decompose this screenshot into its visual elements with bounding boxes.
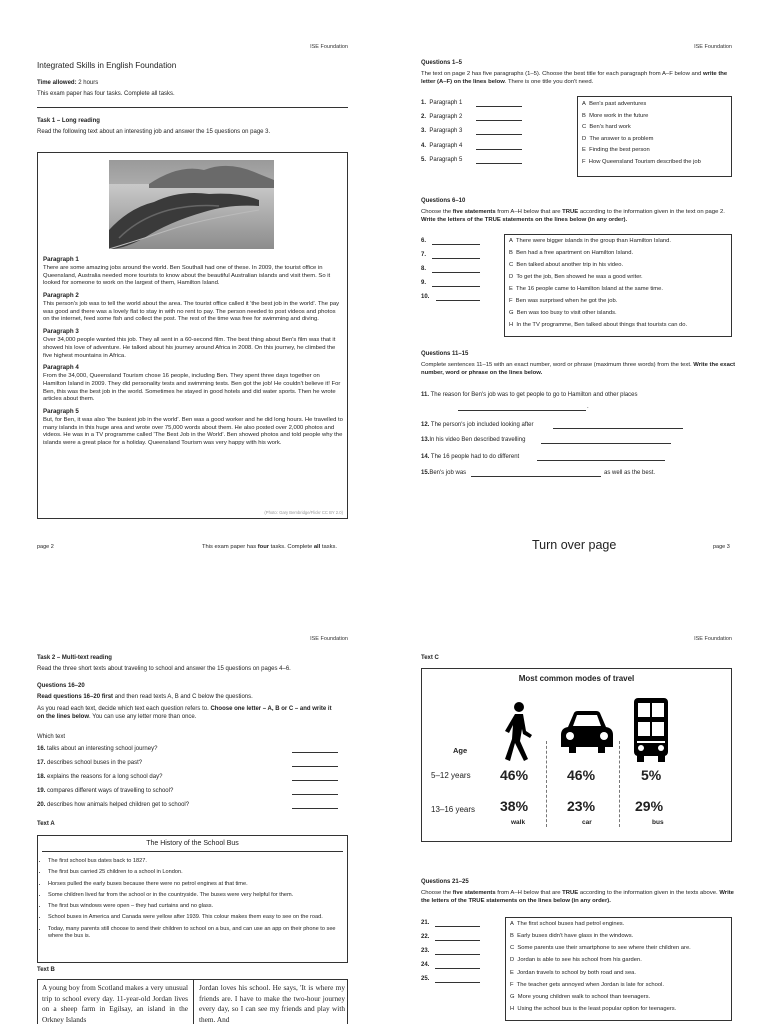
paragraph-1-text: There are some amazing jobs around the world. Ben Southall had one of these. In 2009, the tourist office in Queensland, Australia needed more tourists to know about the beautiful Australian islands and visit them. So it looked for someone to work on the largest of them, Hamilton Island.: [43, 265, 331, 287]
bus-icon: [633, 697, 669, 763]
statement-h: H Using the school bus is the least popular option for teenagers.: [510, 1005, 677, 1012]
age-label: Age: [453, 746, 468, 755]
statement-d: D Jordan is able to see his school from his garden.: [510, 957, 642, 964]
question-22: 22.: [421, 934, 430, 940]
bus-label: bus: [652, 819, 664, 826]
statement-b: B Ben had a free apartment on Hamilton Island.: [509, 250, 634, 257]
bus-13-16-value: 29%: [635, 798, 664, 814]
photo-credit: (Photo: Gary Bembridge/Flickr CC BY 2.0): [264, 509, 343, 515]
separator-1: [546, 741, 547, 827]
questions-6-10-instruction: Choose the five statements from A–H below that are TRUE according to the information given in the text on page 2. Write the letters of the TRUE statements on the lines below (in any order).: [421, 209, 725, 223]
island-photo: [109, 160, 274, 249]
task-title: Task 2 – Multi-text reading: [37, 655, 112, 661]
question-4: 4. Paragraph 4: [421, 143, 463, 149]
paragraph-3-text: Over 34,000 people wanted this job. They all sent in a 60-second film. The best thing about Ben's film was that it showed his love of adventure. He talked about his journey around Africa in 2008. On this journey, he climbed the five highest mountains in Africa.: [43, 337, 336, 359]
answer-line-1[interactable]: [476, 100, 522, 107]
question-3: 3. Paragraph 3: [421, 128, 463, 134]
paragraph-2-text: This person's job was to tell the world about the area. The tourist office called it 'the best job in the world'. The pay was good and there was a lovely flat to stay in with no rent to pay. The person needed to post videos and photos on the internet, feed some fish and collect the post. The rest of the time was free for swimming and diving.: [43, 301, 340, 323]
page-header: ISE Foundation: [694, 44, 732, 50]
age-row-1: 5–12 years: [431, 771, 471, 780]
question-15: 15.Ben's job was: [421, 470, 467, 476]
text-a-bullet-1: • The first school bus dates back to 1827.: [48, 858, 337, 865]
text-a-box: [37, 835, 348, 963]
answer-line-6[interactable]: [432, 238, 480, 245]
answer-line-25[interactable]: [435, 976, 480, 983]
question-15-tail: as well as the best.: [604, 470, 656, 476]
option-a: A Ben's past adventures: [582, 101, 647, 107]
time-label: Time allowed:: [37, 80, 77, 86]
statement-f: F Ben was surprised when he got the job.: [509, 298, 618, 305]
question-1: 1. Paragraph 1: [421, 100, 463, 106]
answer-line-9[interactable]: [432, 280, 480, 287]
answer-line-12[interactable]: [553, 422, 683, 429]
paragraph-4-text: From the 34,000, Queensland Tourism chose 16 people, including Ben. They spent three days together on Hamilton Island in 2009. They did personality tests and swimming tests. Ben got the job! He couldn't believe it! For Ben, this was the best job in the world. Sometimes he stayed in good hotels and did water sports. Then he wrote articles about them.: [43, 373, 341, 403]
question-10: 10.: [421, 294, 430, 300]
question-20: 20. describes how animals helped children get to school?: [37, 802, 190, 808]
paragraph-3-heading: Paragraph 3: [43, 328, 79, 336]
answer-line-2[interactable]: [476, 114, 522, 121]
text-b-column-2: Jordan loves his school. He says, 'It is where my friends are. I have to make the two-hour journey every day, so I can see my friends and play with them. And: [199, 983, 345, 1024]
option-d: D The answer to a problem: [582, 135, 654, 142]
answer-line-4[interactable]: [476, 143, 522, 150]
text-a-bullet-7: • Today, many parents still choose to send their children to school on a bus, and can use an app on their phone to see where the bus is.: [48, 926, 337, 941]
question-14: 14. The 16 people had to do different: [421, 454, 520, 460]
statement-a: A There were bigger islands in the group than Hamilton Island.: [509, 238, 671, 244]
paragraph-4-heading: Paragraph 4: [43, 364, 79, 372]
question-2: 2. Paragraph 2: [421, 114, 463, 120]
reading-text-box: [37, 152, 348, 519]
question-8: 8.: [421, 266, 427, 272]
answer-line-23[interactable]: [435, 948, 480, 955]
task-instruction: Read the following text about an interesting job and answer the 15 questions on page 3.: [37, 129, 271, 135]
questions-1-5-title: Questions 1–5: [421, 60, 463, 66]
answer-line-5[interactable]: [476, 157, 522, 164]
question-21: 21.: [421, 920, 430, 926]
answer-line-22[interactable]: [435, 934, 480, 941]
question-7: 7.: [421, 252, 427, 258]
car-icon: [560, 709, 614, 757]
question-9: 9.: [421, 280, 427, 286]
answer-line-10[interactable]: [436, 294, 480, 301]
bus-5-12-value: 5%: [641, 767, 662, 783]
question-25: 25.: [421, 976, 430, 982]
age-row-2: 13–16 years: [431, 805, 476, 814]
statement-h: H In the TV programme, Ben talked about things that tourists can do.: [509, 322, 688, 329]
time-allowed: [37, 80, 98, 88]
answer-line-8[interactable]: [432, 266, 480, 273]
text-a-bullet-3: • Horses pulled the early buses because there were no petrol engines at that time.: [48, 881, 337, 888]
questions-21-25-title: Questions 21–25: [421, 879, 469, 885]
text-b-column-1: A young boy from Scotland makes a very unusual trip to school every day. 11-year-old Jordan lives on a sheep farm in Egilsay, an island in the Orkney Islands: [42, 983, 188, 1024]
car-label: car: [582, 819, 592, 826]
statements-box-21-25: [505, 917, 732, 1021]
text-b-box: [37, 979, 348, 1024]
divider: [37, 107, 348, 108]
exam-page-5: [384, 620, 768, 1024]
question-24: 24.: [421, 962, 430, 968]
statement-e: E The 16 people came to Hamilton Island at the same time.: [509, 286, 663, 293]
task-title: Task 1 – Long reading: [37, 118, 100, 124]
statement-c: C Ben talked about another trip in his video.: [509, 262, 624, 269]
page-gap: [0, 568, 768, 620]
answer-line-17[interactable]: [292, 760, 338, 767]
walk-5-12-value: 46%: [500, 767, 529, 783]
option-f: F How Queensland Tourism described the job: [582, 158, 701, 165]
paragraph-1-heading: Paragraph 1: [43, 256, 79, 263]
statement-g: G Ben was too busy to visit other islands.: [509, 310, 617, 317]
text-c-label: Text C: [421, 655, 439, 661]
answer-line-11[interactable]: [458, 404, 586, 411]
exam-title: Integrated Skills in English Foundation: [37, 61, 177, 70]
walk-13-16-value: 38%: [500, 798, 529, 814]
question-16: 16. talks about an interesting school journey?: [37, 746, 158, 752]
exam-page-2: [0, 0, 384, 568]
answer-line-21[interactable]: [435, 920, 480, 927]
statements-box: [504, 234, 732, 337]
text-a-bullet-4: • Some children lived far from the school or in the countryside. The buses were very helpful for them.: [48, 892, 337, 899]
answer-line-7[interactable]: [432, 252, 480, 259]
car-13-16-value: 23%: [567, 798, 596, 814]
text-a-title: The History of the School Bus: [42, 836, 343, 852]
question-23: 23.: [421, 948, 430, 954]
paragraph-list: [43, 253, 343, 452]
statement-a: A The first school buses had petrol engines.: [510, 921, 625, 927]
page-number: page 2: [37, 544, 54, 550]
questions-16-20-title: Questions 16–20: [37, 683, 85, 689]
questions-11-15-title: Questions 11–15: [421, 351, 469, 357]
task-instruction: Read the three short texts about traveling to school and answer the 15 questions on pages 4–6.: [37, 666, 291, 672]
page-number: page 3: [713, 544, 730, 550]
questions-11-15-instruction: Complete sentences 11–15 with an exact number, word or phrase (maximum three words) from the text. Write the exact number, word or phrase on the lines below.: [421, 362, 736, 376]
infographic-title: Most common modes of travel: [518, 674, 635, 683]
option-c: C Ben's hard work: [582, 124, 631, 131]
answer-line-18[interactable]: [292, 774, 338, 781]
answer-line-19[interactable]: [292, 788, 338, 795]
question-6: 6.: [421, 238, 427, 244]
page-header: ISE Foundation: [310, 636, 348, 642]
statement-e: E Jordan travels to school by both road and sea.: [510, 969, 637, 976]
statement-b: B Early buses didn't have glass in the windows.: [510, 933, 634, 940]
tasks-note: This exam paper has four tasks. Complete all tasks.: [37, 91, 175, 97]
car-5-12-value: 46%: [567, 767, 596, 783]
questions-16-20-subtitle: Read questions 16–20 first and then read texts A, B and C below the questions.: [37, 694, 253, 700]
question-5: 5. Paragraph 5: [421, 157, 463, 163]
question-12: 12. The person's job included looking after: [421, 422, 534, 428]
questions-1-5-instruction: The text on page 2 has five paragraphs (1–5). Choose the best title for each paragraph from A–F below and write the letter (A–F) on the lines below. There is one title you don't need.: [421, 71, 728, 85]
text-a-bullet-5: • The first bus windows were open – they had curtains and no glass.: [48, 903, 337, 910]
question-19: 19. compares different ways of travelling to school?: [37, 788, 174, 794]
answer-line-13[interactable]: [541, 437, 671, 444]
which-text-label: Which text: [37, 734, 66, 740]
text-a-bullet-6: • School buses in America and Canada were yellow after 1939. This colour makes them easy to see on the road.: [48, 914, 337, 921]
text-a-bullet-2: • The first bus carried 25 children to a school in London.: [48, 869, 337, 876]
text-a-label: Text A: [37, 821, 55, 827]
text-b-label: Text B: [37, 967, 55, 973]
text-a-bullets: [38, 852, 347, 940]
option-b: B More work in the future: [582, 112, 649, 119]
answer-line-20[interactable]: [292, 802, 338, 809]
titles-options-box: [577, 96, 732, 177]
paragraph-5-text: But, for Ben, it was also 'the busiest job in the world'. Ben was a good worker and he did long hours. He travelled to many islands in this huge area and wrote over 75,000 words about them. He also posted over 2,000 photos and videos. He was in a TV programme called 'The Best Job in the World'. Ben showed photos and told people why the islands were a great place for a holiday. Queensland Tourism was very happy with his work.: [43, 417, 343, 447]
questions-21-25-instruction: Choose the five statements from A–H below that are TRUE according to the information given in the texts above. Write the letters of the TRUE statements on the lines below (in any order).: [421, 890, 734, 904]
turn-over-note: Turn over page: [532, 538, 617, 552]
page-header: ISE Foundation: [310, 44, 348, 50]
questions-6-10-title: Questions 6–10: [421, 198, 466, 204]
footer-note: This exam paper has four tasks. Complete all tasks.: [202, 544, 338, 550]
answer-line-15[interactable]: [471, 470, 601, 477]
statement-g: G More young children walk to school than teenagers.: [510, 993, 651, 1000]
paragraph-5-heading: Paragraph 5: [43, 407, 79, 415]
question-18: 18. explains the reasons for a long school day?: [37, 774, 163, 780]
answer-line-3[interactable]: [476, 128, 522, 135]
walk-label: walk: [511, 819, 526, 826]
text-c-infographic: [421, 668, 732, 842]
time-value: 2 hours: [78, 80, 99, 86]
column-divider: [193, 980, 194, 1024]
question-11: 11. The reason for Ben's job was to get people to go to Hamilton and other places: [421, 392, 638, 398]
page-header: ISE Foundation: [694, 636, 732, 642]
option-e: E Finding the best person: [582, 147, 650, 154]
statement-c: C Some parents use their smartphone to see where their children are.: [510, 945, 691, 952]
period: .: [587, 404, 589, 410]
answer-line-16[interactable]: [292, 746, 338, 753]
paragraph-2-heading: Paragraph 2: [43, 292, 79, 300]
statement-f: F The teacher gets annoyed when Jordan is late for school.: [510, 981, 664, 988]
walking-person-icon: [498, 701, 538, 763]
question-13: 13.In his video Ben described travelling: [421, 437, 526, 443]
exam-page-4: [0, 620, 384, 1024]
separator-2: [619, 741, 620, 827]
question-17: 17. describes school buses in the past?: [37, 760, 143, 766]
answer-line-24[interactable]: [435, 962, 480, 969]
questions-16-20-instruction: As you read each text, decide which text each question refers to. Choose one letter – A, B or C – and write it on the lines below. You can use any letter more than once.: [37, 706, 332, 720]
answer-line-14[interactable]: [537, 454, 665, 461]
exam-page-3: [384, 0, 768, 568]
statement-d: D To get the job, Ben showed he was a good writer.: [509, 274, 643, 281]
